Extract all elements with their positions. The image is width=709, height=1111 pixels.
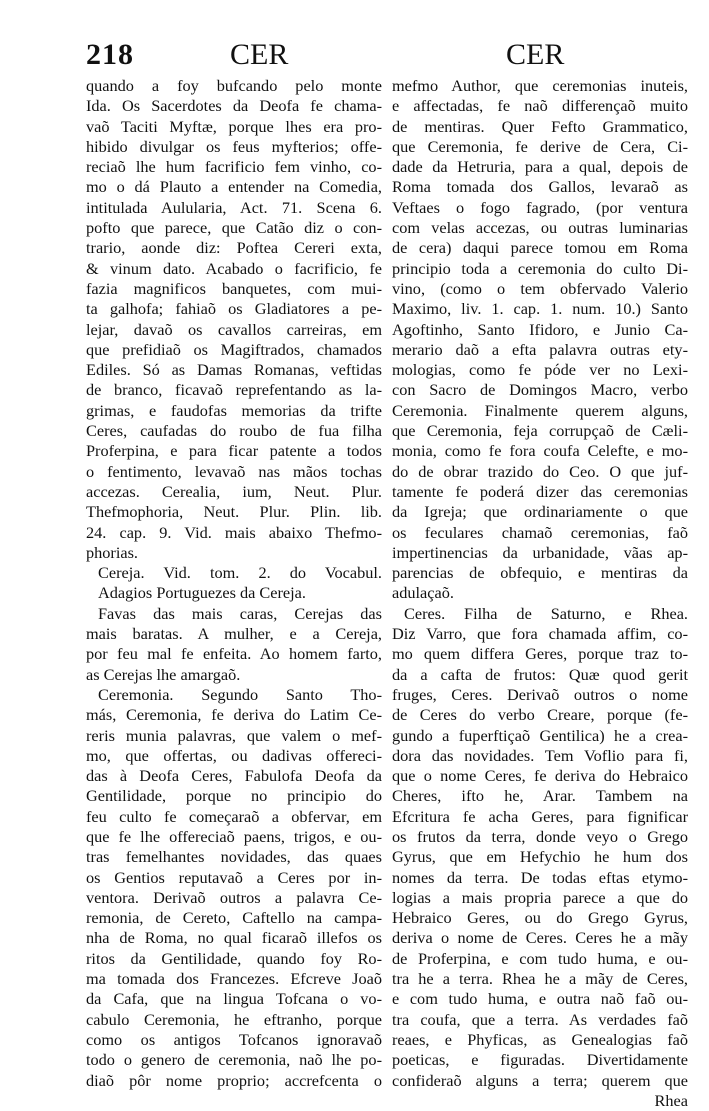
text-line: ma tomada dos Francezes. Efcreve Joaõ [86, 969, 382, 989]
text-line: de Ceres do verbo Creare, porque (fe- [392, 705, 688, 725]
text-line: com velas accezas, ou outras luminarias [392, 218, 688, 238]
text-line: mo, que offertas, ou dadivas offereci- [86, 745, 382, 765]
page-number: 218 [86, 38, 134, 71]
text-line: hibido divulgar os feus myfterios; offe- [86, 136, 382, 156]
text-line: e affectadas, fe naõ differençaõ muito [392, 96, 688, 116]
text-line: nha de Roma, no qual ficaraõ illefos os [86, 928, 382, 948]
text-line: Agoftinho, Santo Ifidoro, e Junio Ca- [392, 319, 688, 339]
running-head-left: CER [230, 38, 289, 71]
text-line: dora das novidades. Tem Voflio para fi, [392, 745, 688, 765]
text-line: mo o dá Plauto a entender na Comedia, [86, 177, 382, 197]
text-line: mologias, como fe póde ver no Lexi- [392, 360, 688, 380]
text-line: mefmo Author, que ceremonias inuteis, [392, 76, 688, 95]
text-line: Gentilidade, porque no principio do [86, 786, 382, 806]
text-line: monia, como fe fora coufa Celefte, e mo- [392, 441, 688, 461]
text-line: Favas das mais caras, Cerejas das [98, 603, 382, 623]
text-line: fruges, Ceres. Derivaõ outros o nome [392, 684, 688, 704]
page-header [0, 38, 709, 74]
text-line: da Cafa, que na lingua Tofcana o vo- [86, 989, 382, 1009]
text-line: Ediles. Só as Damas Romanas, veftidas [86, 360, 382, 380]
text-line: Ceremonia. Segundo Santo Tho- [98, 684, 382, 704]
text-line: tamente fe poderá dizer das ceremonias [392, 481, 688, 501]
text-line: Cereja. Vid. tom. 2. do Vocabul. [98, 563, 382, 583]
text-line: grimas, e faudofas memorias da trifte [86, 400, 382, 420]
text-line: mais baratas. A mulher, e a Cereja, [86, 624, 382, 644]
text-line: do de obrar trazido do Ceo. O que juf- [392, 461, 688, 481]
text-line: tras femelhantes novidades, das quaes [86, 847, 382, 867]
text-line: vino, (como o tem obfervado Valerio [392, 278, 688, 298]
text-line: reaes, e Phyficas, as Genealogias faõ [392, 1029, 688, 1049]
text-line: poeticas, e figuradas. Divertidamente [392, 1050, 688, 1070]
text-line: das à Deofa Ceres, Fabulofa Deofa da [86, 766, 382, 786]
text-line: Cheres, ifto he, Arar. Tambem na [392, 786, 688, 806]
text-line: Gyrus, que em Hefychio he hum dos [392, 847, 688, 867]
text-line: Diz Varro, que fora chamada affim, co- [392, 624, 688, 644]
text-line: que Ceremonia, feja corrupçaõ de Cæli- [392, 421, 688, 441]
text-line: reris munia palavras, que valem o mef- [86, 725, 382, 745]
text-line: impertinencias da urbanidade, vãas ap- [392, 542, 688, 562]
text-line: Ceres, caufadas do roubo de fua filha [86, 421, 382, 441]
catchword: Rhea [654, 1090, 688, 1110]
text-line: de Proferpina, e com tudo huma, e ou- [392, 948, 688, 968]
text-line: Veftaes o fogo fagrado, (por ventura [392, 197, 688, 217]
text-line: remonia, de Cereto, Caftello na campa- [86, 908, 382, 928]
text-line: feu culto fe começaraõ a obfervar, em [86, 806, 382, 826]
text-line: mo quem differa Geres, porque traz to- [392, 644, 688, 664]
text-line: phorias. [86, 542, 138, 562]
text-line: reciaõ lhe hum facrificio fem vinho, co- [86, 157, 382, 177]
text-line: ventora. Derivaõ outros a palavra Ce- [86, 887, 382, 907]
text-line: diaõ pôr nome proprio; accrefcenta o [86, 1070, 382, 1090]
text-line: Ida. Os Sacerdotes da Deofa fe chama- [86, 96, 382, 116]
text-line: vaõ Taciti Myftæ, porque lhes era pro- [86, 116, 382, 136]
text-line: os feculares chamaõ ceremonias, faõ [392, 522, 688, 542]
text-line: tra coufa, que a terra. As verdades faõ [392, 1009, 688, 1029]
text-line: todo o genero de ceremonia, naõ lhe po- [86, 1050, 382, 1070]
text-line: de cera) daqui parece tomou em Roma [392, 238, 688, 258]
text-line: & vinum dato. Acabado o facrificio, fe [86, 258, 382, 278]
text-line: merario daõ a efta palavra outras ety- [392, 339, 688, 359]
text-line: que Ceremonia, fe derive de Cera, Ci- [392, 136, 688, 156]
text-line: por feu mal fe enfeita. Ao homem farto, [86, 644, 382, 664]
text-line: deriva o nome de Ceres. Ceres he a mãy [392, 928, 688, 948]
text-line: as Cerejas lhe amargaõ. [86, 664, 241, 684]
text-line: con Sacro de Domingos Macro, verbo [392, 380, 688, 400]
text-line: Adagios Portuguezes da Cereja. [98, 583, 306, 603]
text-line: que fe lhe offereciaõ paens, trigos, e ou- [86, 826, 382, 846]
text-line: Efcritura fe acha Geres, para fignificar [392, 806, 688, 826]
text-line: adulaçaõ. [392, 583, 454, 603]
text-line: accezas. Cerealia, ium, Neut. Plur. [86, 481, 382, 501]
text-line: lejar, davaõ os cavallos carreiras, em [86, 319, 382, 339]
text-line: 24. cap. 9. Vid. mais abaixo Thefmo- [86, 522, 382, 542]
text-line: da a cafta de frutos: Quæ quod gerit [392, 664, 688, 684]
text-line: que prefidiaõ os Magiftrados, chamados [86, 339, 382, 359]
text-line: os frutos da terra, donde veyo o Grego [392, 826, 688, 846]
text-line: que o nome Ceres, fe deriva do Hebraico [392, 766, 688, 786]
text-line: ta galhofa; fahiaõ os Gladiatores a pe- [86, 299, 382, 319]
text-line: Ceremonia. Finalmente querem alguns, [392, 400, 688, 420]
text-line: como os antigos Tofcanos ignoravaõ [86, 1029, 382, 1049]
text-line: de mentiras. Quer Fefto Grammatico, [392, 116, 688, 136]
text-line: nomes da terra. De todas eftas etymo- [392, 867, 688, 887]
text-line: cabulo Ceremonia, he eftranho, porque [86, 1009, 382, 1029]
text-line: o fentimento, levavaõ nas mãos tochas [86, 461, 382, 481]
text-line: Maximo, liv. 1. cap. 1. num. 10.) Santo [392, 299, 688, 319]
text-line: trario, aonde diz: Poftea Cereri exta, [86, 238, 382, 258]
text-line: logias a mais propria parece a que do [392, 887, 688, 907]
text-line: e com tudo huma, e outra naõ faõ ou- [392, 989, 688, 1009]
text-line: más, Ceremonia, fe deriva do Latim Ce- [86, 705, 382, 725]
text-line: da Igreja; que ordinariamente o que [392, 502, 688, 522]
left-column [86, 76, 382, 1091]
text-line: Hebraico Geres, ou do Grego Gyrus, [392, 908, 688, 928]
text-line: tra he a terra. Rhea he a mãy de Ceres, [392, 969, 688, 989]
text-line: os Gentios reputavaõ a Ceres por in- [86, 867, 382, 887]
text-line: parencias de obfequio, e mentiras da [392, 563, 688, 583]
text-line: de branco, ficavaõ reprefentando as la- [86, 380, 382, 400]
text-line: intitulada Aulularia, Act. 71. Scena 6. [86, 197, 382, 217]
text-line: Thefmophoria, Neut. Plur. Plin. lib. [86, 502, 382, 522]
text-line: pofto que parece, que Catão diz o con- [86, 218, 382, 238]
text-line: Proferpina, e para ficar patente a todos [86, 441, 382, 461]
right-column [392, 76, 688, 1111]
text-line: Ceres. Filha de Saturno, e Rhea. [404, 603, 688, 623]
text-line: quando a foy bufcando pelo monte [86, 76, 382, 95]
text-line: confideraõ alguns a terra; querem que [392, 1070, 688, 1090]
running-head-right: CER [506, 38, 565, 71]
text-line: fazia magnificos banquetes, com mui- [86, 278, 382, 298]
text-line: Roma tomada dos Gallos, levaraõ as [392, 177, 688, 197]
text-line: gundo a fuperftiçaõ Gentilica) he a crea- [392, 725, 688, 745]
text-line: principio toda a ceremonia do culto Di- [392, 258, 688, 278]
text-line: ritos da Gentilidade, quando foy Ro- [86, 948, 382, 968]
text-line: dade da Hetruria, para a qual, depois de [392, 157, 688, 177]
